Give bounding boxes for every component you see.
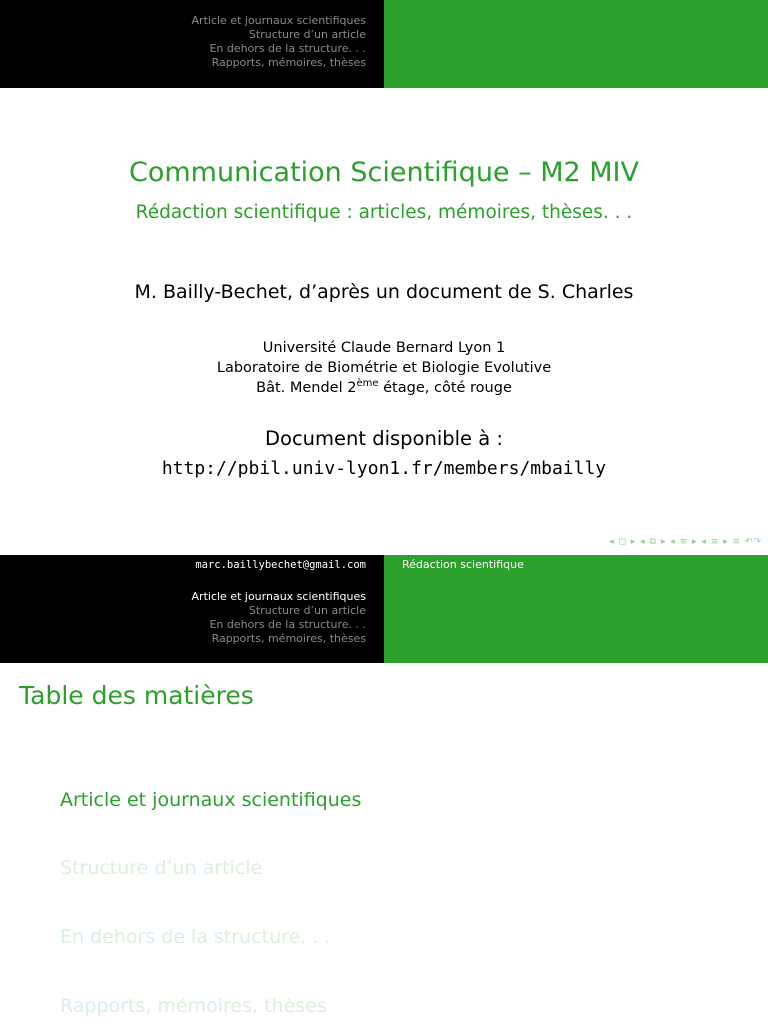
nav-section-link[interactable]: En dehors de la structure. . . xyxy=(209,42,366,55)
headline-right-panel xyxy=(384,0,768,88)
nav-section-link[interactable]: Article et journaux scientifiques xyxy=(191,14,366,27)
headline-left-panel xyxy=(0,555,384,663)
institute-line: Université Claude Bernard Lyon 1 xyxy=(262,340,506,356)
document-url-link[interactable]: http://pbil.univ-lyon1.fr/members/mbailly xyxy=(161,458,607,479)
toc-item[interactable]: Rapports, mémoires, thèses xyxy=(60,995,327,1017)
slide-headline xyxy=(0,0,768,88)
author-line: M. Bailly-Bechet, d’après un document de S. Charles xyxy=(134,281,634,303)
frame-title: Table des matières xyxy=(19,681,254,710)
author-email: marc.baillybechet@gmail.com xyxy=(195,559,366,571)
nav-section-link[interactable]: En dehors de la structure. . . xyxy=(209,618,366,631)
institute-line: Laboratoire de Biométrie et Biologie Evolutive xyxy=(216,360,552,376)
ordinal-superscript: ème xyxy=(356,378,379,389)
section-navigation xyxy=(192,14,366,70)
nav-section-link-active[interactable]: Article et journaux scientifiques xyxy=(191,590,366,603)
toc-item[interactable]: En dehors de la structure. . . xyxy=(60,926,331,948)
slide-headline xyxy=(0,555,768,663)
presentation-subtitle: Rédaction scientifique : articles, mémoires, thèses. . . xyxy=(135,202,633,223)
nav-section-link[interactable]: Structure d’un article xyxy=(248,604,366,617)
section-navigation xyxy=(192,590,366,646)
headline-right-panel xyxy=(384,555,768,663)
beamer-navigation-symbols[interactable]: ◂ ◻ ▸ ◂ ⧉ ▸ ◂ ≡ ▸ ◂ ≡ ▸ ≡ ↶↷ xyxy=(609,537,762,547)
presentation-title: Communication Scientifique – M2 MIV xyxy=(128,157,639,188)
institute-line xyxy=(0,378,768,398)
headline-left-panel xyxy=(0,0,384,88)
institute-building: Bât. Mendel 2 xyxy=(256,380,357,396)
nav-section-link[interactable]: Structure d’un article xyxy=(248,28,366,41)
institute-block xyxy=(0,338,768,398)
toc-item-active[interactable]: Article et journaux scientifiques xyxy=(60,789,362,811)
toc-item[interactable]: Structure d’un article xyxy=(60,857,263,879)
toc-slide xyxy=(0,555,768,1024)
institute-floor: étage, côté rouge xyxy=(378,380,512,396)
short-title: Rédaction scientifique xyxy=(402,558,524,571)
nav-section-link[interactable]: Rapports, mémoires, thèses xyxy=(211,56,366,69)
nav-section-link[interactable]: Rapports, mémoires, thèses xyxy=(211,632,366,645)
document-available-label: Document disponible à : xyxy=(265,427,503,450)
